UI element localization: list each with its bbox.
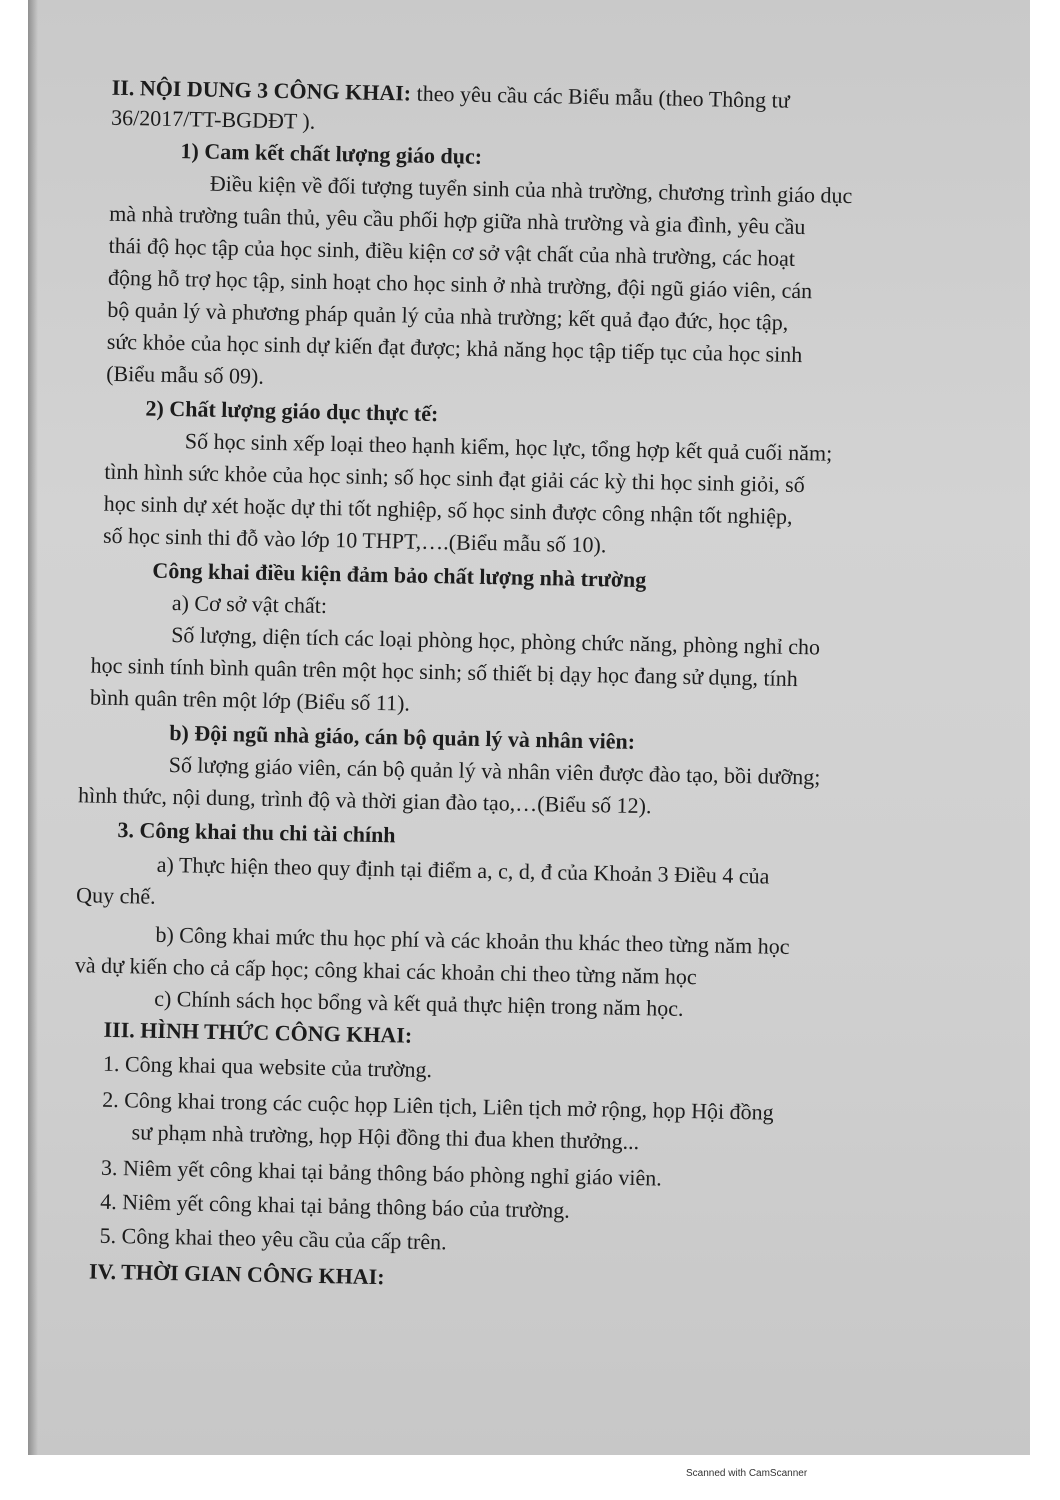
part-3a-line: bình quân trên một lớp (Biểu số 11). [89, 684, 411, 716]
section-3-list-item: sư phạm nhà trường, họp Hội đồng thi đua khen thưởng... [131, 1119, 640, 1155]
section-3-title: 3. Công khai thu chi tài chính [117, 817, 396, 848]
section-3-list-item: 4. Niêm yết công khai tại bảng thông báo của trường. [100, 1188, 571, 1223]
section-2-intro-line2: 36/2017/TT-BGDĐT ). [110, 104, 316, 134]
part-2-line: học sinh dự xét hoặc dự thi tốt nghiệp, số học sinh được công nhận tốt nghiệp, [103, 490, 793, 529]
section-3-list-item: 3. Niêm yết công khai tại bảng thông báo phòng nghỉ giáo viên. [100, 1154, 663, 1191]
scanned-page [28, 0, 1030, 1455]
part-3b-line: hình thức, nội dung, trình độ và thời gian đào tạo,…(Biểu số 12). [77, 782, 652, 819]
section-3b-line: b) Công khai mức thu học phí và các khoản thu khác theo từng năm học [155, 921, 790, 959]
section-3b-line: và dự kiến cho cả cấp học; công khai các khoản chi theo từng năm học [74, 952, 697, 990]
part-3b-title: b) Đội ngũ nhà giáo, cán bộ quản lý và nhân viên: [169, 719, 636, 754]
section-3a-line: Quy chế. [75, 882, 156, 909]
document-body [72, 72, 952, 1290]
part-3b-line: Số lượng giáo viên, cán bộ quản lý và nhân viên được đào tạo, bồi dưỡng; [168, 751, 821, 790]
part-3a-line: Số lượng, diện tích các loại phòng học, phòng chức năng, phòng nghỉ cho [170, 622, 821, 660]
section-2-heading: II. NỘI DUNG 3 CÔNG KHAI: [111, 74, 412, 106]
part-1-line: bộ quản lý và phương pháp quản lý của nhà trường; kết quả đạo đức, học tập, [107, 296, 789, 335]
section-3-list-item: 1. Công khai qua website của trường. [102, 1050, 433, 1083]
section-2-intro: theo yêu cầu các Biểu mẫu (theo Thông tư [410, 80, 790, 113]
part-1-title: 1) Cam kết chất lượng giáo dục: [180, 138, 483, 169]
part-2-line: tình hình sức khỏe của học sinh; số học sinh đạt giải các kỳ thi học sinh giỏi, số [104, 458, 806, 498]
section-3-heading: III. HÌNH THỨC CÔNG KHAI: [103, 1016, 413, 1048]
part-2-line: số học sinh thi đỗ vào lớp 10 THPT,….(Biểu mẫu số 10). [102, 522, 607, 558]
part-1-line: (Biểu mẫu số 09). [105, 360, 265, 389]
part-1-line: sức khỏe của học sinh dự kiến đạt được; khả năng học tập tiếp tục của học sinh [106, 328, 803, 368]
part-2-title: 2) Chất lượng giáo dục thực tế: [145, 395, 439, 427]
part-1-line: động hỗ trợ học tập, sinh hoạt cho học sinh ở nhà trường, đội ngũ giáo viên, cán [107, 264, 813, 304]
scanner-watermark: Scanned with CamScanner [686, 1468, 808, 1479]
section-3a-line: a) Thực hiện theo quy định tại điểm a, c, d, đ của Khoản 3 Điều 4 của [156, 851, 770, 889]
part-3a-title: a) Cơ sở vật chất: [171, 590, 328, 618]
part-3a-line: học sinh tính bình quân trên một học sinh; số thiết bị dạy học đang sử dụng, tính [90, 652, 799, 692]
section-4-heading: IV. THỜI GIAN CÔNG KHAI: [88, 1258, 385, 1290]
part-2-line: Số học sinh xếp loại theo hạnh kiểm, học lực, tổng hợp kết quả cuối năm; [184, 428, 833, 466]
section-3-list-item: 2. Công khai trong các cuộc họp Liên tịch, Liên tịch mở rộng, họp Hội đồng [102, 1086, 774, 1125]
section-3-list-item: 5. Công khai theo yêu cầu của cấp trên. [99, 1222, 447, 1255]
part-1-line: Điều kiện về đối tượng tuyển sinh của nhà trường, chương trình giáo dục [209, 170, 853, 209]
part-3-title: Công khai điều kiện đảm bảo chất lượng nhà trường [152, 557, 647, 593]
part-1-line: mà nhà trường tuân thủ, yêu cầu phối hợp giữa nhà trường và gia đình, yêu cầu [109, 200, 806, 240]
section-3c-line: c) Chính sách học bổng và kết quả thực hiện trong năm học. [153, 985, 684, 1021]
part-1-line: thái độ học tập của học sinh, điều kiện cơ sở vật chất của nhà trường, các hoạt [108, 232, 796, 271]
